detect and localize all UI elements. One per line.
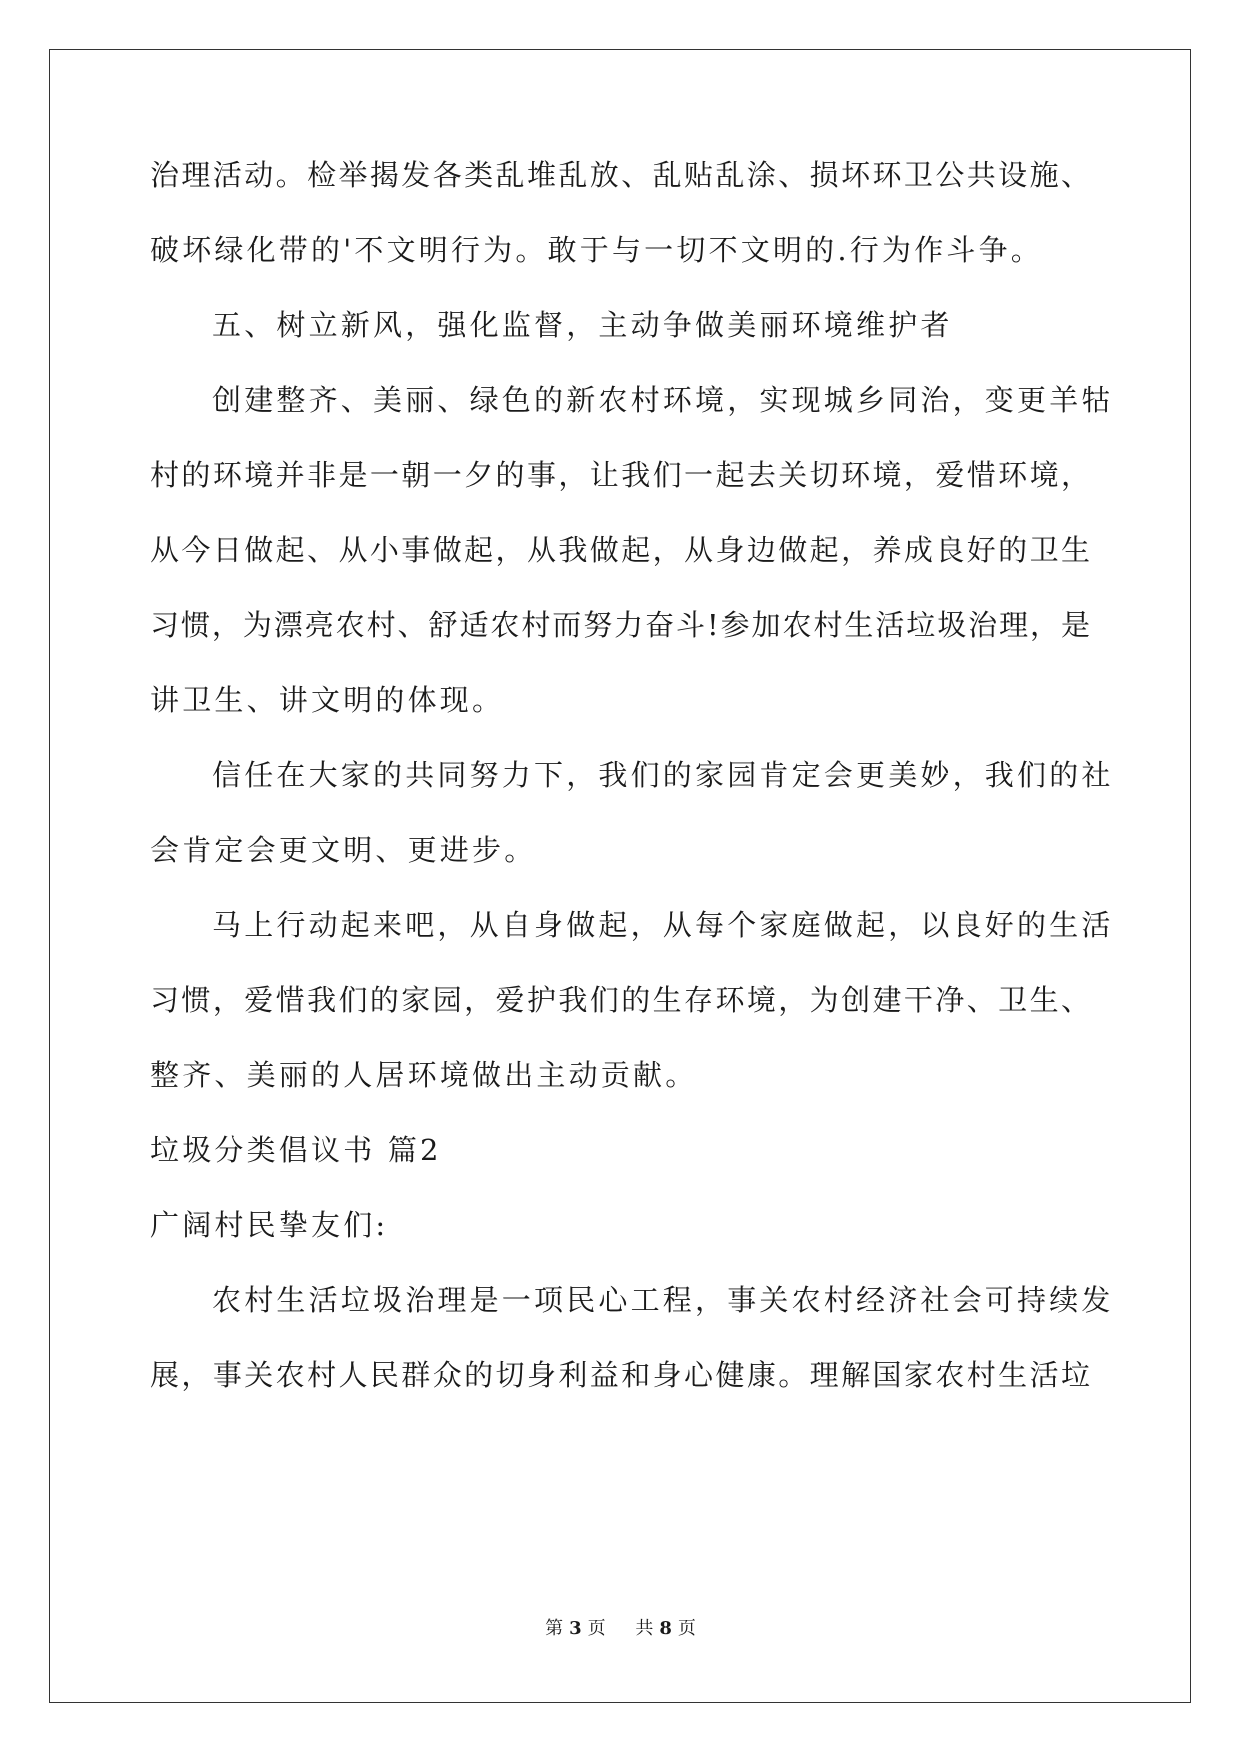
text-line: 习惯，爱惜我们的家园，爱护我们的生存环境，为创建干净、卫生、 xyxy=(150,983,1090,1017)
page-indicator xyxy=(539,1618,612,1639)
text-line: 会肯定会更文明、更进步。 xyxy=(150,833,537,867)
total-indicator xyxy=(629,1618,702,1639)
page-prefix: 第 xyxy=(545,1618,564,1639)
text-line: 讲卫生、讲文明的体现。 xyxy=(150,683,505,717)
total-prefix: 共 xyxy=(635,1618,654,1639)
page-border xyxy=(49,49,1191,1703)
total-pages: 8 xyxy=(659,1618,672,1639)
text-line: 村的环境并非是一朝一夕的事，让我们一起去关切环境，爱惜环境， xyxy=(150,458,1090,492)
paragraph-first-line: 马上行动起来吧，从自身做起，从每个家庭做起，以良好的生活 xyxy=(212,908,1114,942)
total-suffix: 页 xyxy=(677,1618,696,1639)
text-line: 展，事关农村人民群众的切身利益和身心健康。理解国家农村生活垃 xyxy=(150,1358,1090,1392)
page-footer xyxy=(0,1617,1241,1641)
article-title: 垃圾分类倡议书 篇2 xyxy=(150,1133,442,1167)
text-line: 破坏绿化带的'不文明行为。敢于与一切不文明的.行为作斗争。 xyxy=(150,233,1043,267)
text-line: 习惯，为漂亮农村、舒适农村而努力奋斗!参加农村生活垃圾治理，是 xyxy=(150,608,1090,642)
paragraph-first-line: 农村生活垃圾治理是一项民心工程，事关农村经济社会可持续发 xyxy=(212,1283,1114,1317)
salutation: 广阔村民挚友们: xyxy=(150,1208,389,1242)
paragraph-first-line: 创建整齐、美丽、绿色的新农村环境，实现城乡同治，变更羊牯 xyxy=(212,383,1114,417)
text-line: 治理活动。检举揭发各类乱堆乱放、乱贴乱涂、损坏环卫公共设施、 xyxy=(150,158,1090,192)
page-number: 3 xyxy=(569,1618,582,1639)
page-suffix: 页 xyxy=(587,1618,606,1639)
text-line: 整齐、美丽的人居环境做出主动贡献。 xyxy=(150,1058,698,1092)
text-line: 从今日做起、从小事做起，从我做起，从身边做起，养成良好的卫生 xyxy=(150,533,1090,567)
paragraph-first-line: 信任在大家的共同努力下，我们的家园肯定会更美妙，我们的社 xyxy=(212,758,1114,792)
section-heading: 五、树立新风，强化监督，主动争做美丽环境维护者 xyxy=(212,308,953,342)
